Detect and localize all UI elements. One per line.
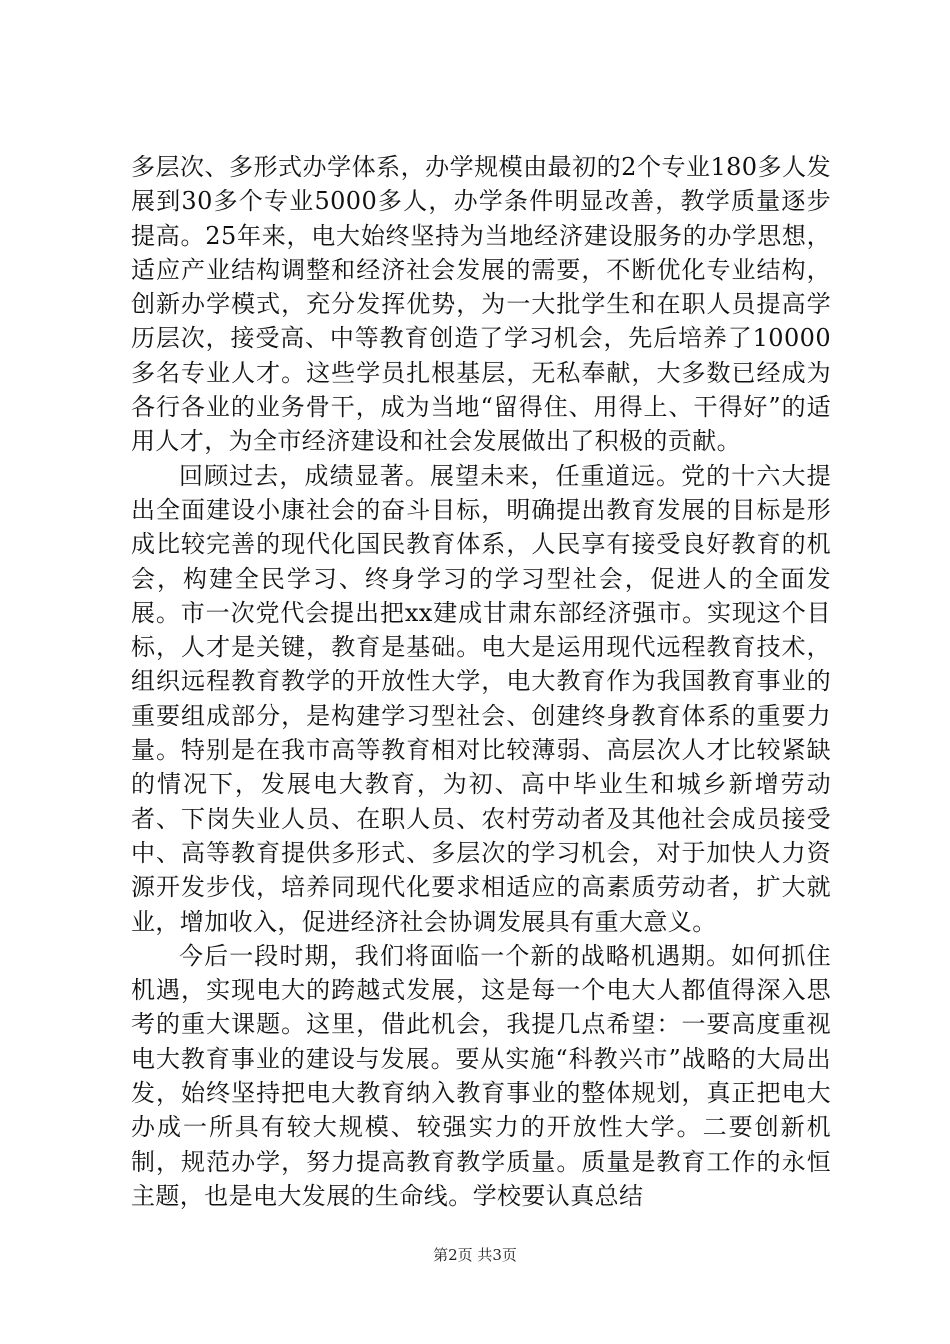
page-number-footer: 第2页 共3页 [433, 1246, 517, 1264]
paragraph-review: 回顾过去，成绩显著。展望未来，任重道远。党的十六大提出全面建设小康社会的奋斗目标，明确提出教育发展的目标是形成比较完善的现代化国民教育体系，人民享有接受良好教育的机会，构建全民学习、终身学习的学习型社会，促进人的全面发展。市一次党代会提出把xx建成甘肃东部经济强市。实现这个目标，人才是关键，教育是基础。电大是运用现代远程教育技术，组织远程教育教学的开放性大学，电大教育作为我国教育事业的重要组成部分，是构建学习型社会、创建终身教育体系的重要力量。特别是在我市高等教育相对比较薄弱、高层次人才比较紧缺的情况下，发展电大教育，为初、高中毕业生和城乡新增劳动者、下岗失业人员、在职人员、农村劳动者及其他社会成员接受中、高等教育提供多形式、多层次的学习机会，对于加快人力资源开发步伐，培养同现代化要求相适应的高素质劳动者，扩大就业，增加收入，促进经济社会协调发展具有重大意义。 [131, 461, 831, 936]
paragraph-continued: 多层次、多形式办学体系，办学规模由最初的2个专业180多人发展到30多个专业5000多人，办学条件明显改善，教学质量逐步提高。25年来，电大始终坚持为当地经济建设服务的办学思想，适应产业结构调整和经济社会发展的需要，不断优化专业结构，创新办学模式，充分发挥优势，为一大批学生和在职人员提高学历层次，接受高、中等教育创造了学习机会，先后培养了10000多名专业人才。这些学员扎根基层，无私奉献，大多数已经成为各行各业的业务骨干，成为当地“留得住、用得上、干得好”的适用人才，为全市经济建设和社会发展做出了积极的贡献。 [131, 153, 831, 456]
document-body [131, 150, 831, 1213]
paragraph-hopes: 今后一段时期，我们将面临一个新的战略机遇期。如何抓住机遇，实现电大的跨越式发展，这是每一个电大人都值得深入思考的重大课题。这里，借此机会，我提几点希望：一要高度重视电大教育事业的建设与发展。要从实施“科教兴市”战略的大局出发，始终坚持把电大教育纳入教育事业的整体规划，真正把电大办成一所具有较大规模、较强实力的开放性大学。二要创新机制，规范办学，努力提高教育教学质量。质量是教育工作的永恒主题，也是电大发展的生命线。学校要认真总结 [131, 941, 831, 1210]
